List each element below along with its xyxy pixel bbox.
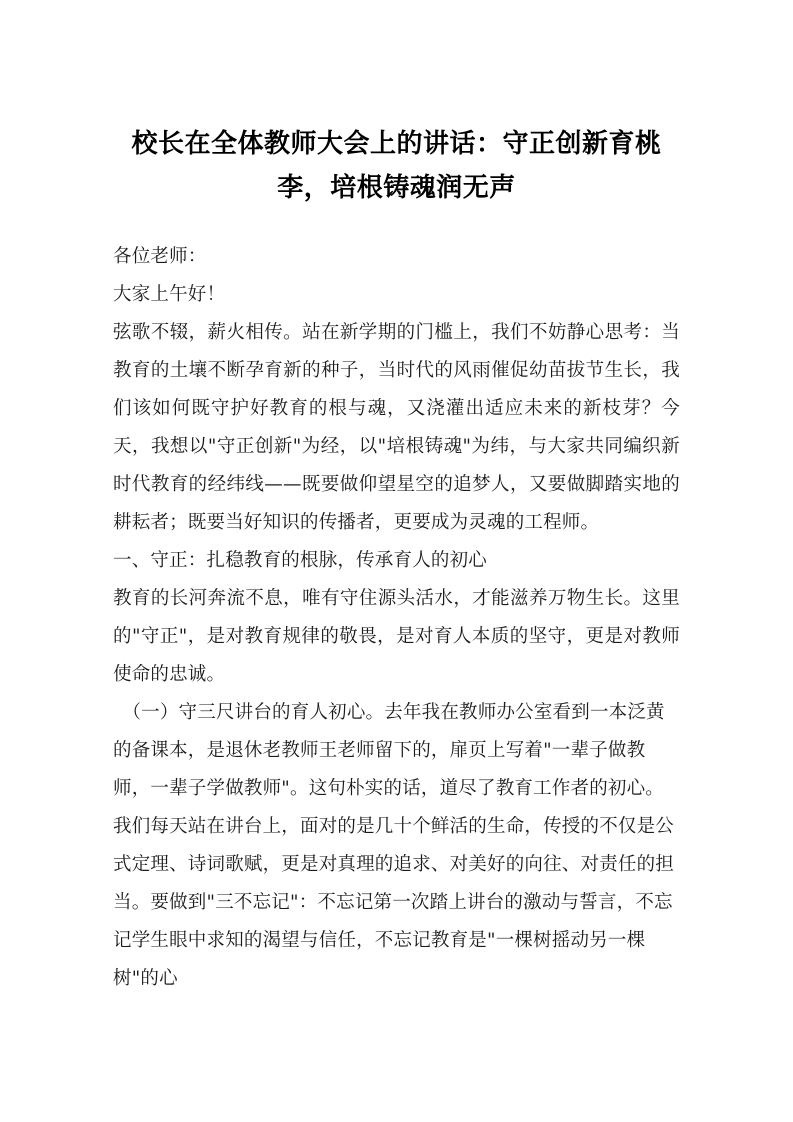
paragraph-section-one-intro: 教育的长河奔流不息，唯有守住源头活水，才能滋养万物生长。这里的"守正"，是对教育规律的敬畏，是对育人本质的坚守，更是对教师使命的忠诚。 [113,588,680,685]
document-body [113,210,680,998]
document-content [113,0,680,998]
paragraph-salutation: 各位老师： [113,246,207,267]
paragraph-opening: 弦歌不辍，薪火相传。站在新学期的门槛上，我们不妨静心思考：当教育的土壤不断孕育新的种子，当时代的风雨催促幼苗拔节生长，我们该如何既守护好教育的根与魂，又浇灌出适应未来的新枝芽？今天，我想以"守正创新"为经，以"培根铸魂"为纬，与大家共同编织新时代教育的经纬线——既要做仰望星空的追梦人，又要做脚踏实地的耕耘者；既要当好知识的传播者，更要成为灵魂的工程师。 [113,322,680,533]
document-title: 校长在全体教师大会上的讲话：守正创新育桃李，培根铸魂润无声 [131,129,662,203]
paragraph-subsection-one-a: （一）守三尺讲台的育人初心。去年我在教师办公室看到一本泛黄的备课本，是退休老教师王老师留下的，扉页上写着"一辈子做教师，一辈子学做教师"。这句朴实的话，道尽了教育工作者的初心。我们每天站在讲台上，面对的是几十个鲜活的生命，传授的不仅是公式定理、诗词歌赋，更是对真理的追求、对美好的向往、对责任的担当。要做到"三不忘记"：不忘记第一次踏上讲台的激动与誓言，不忘记学生眼中求知的渴望与信任，不忘记教育是"一棵树摇动另一棵树"的心 [113,702,675,989]
paragraph-greeting: 大家上午好！ [113,284,226,305]
section-heading-one: 一、守正：扎稳教育的根脉，传承育人的初心 [113,550,488,571]
